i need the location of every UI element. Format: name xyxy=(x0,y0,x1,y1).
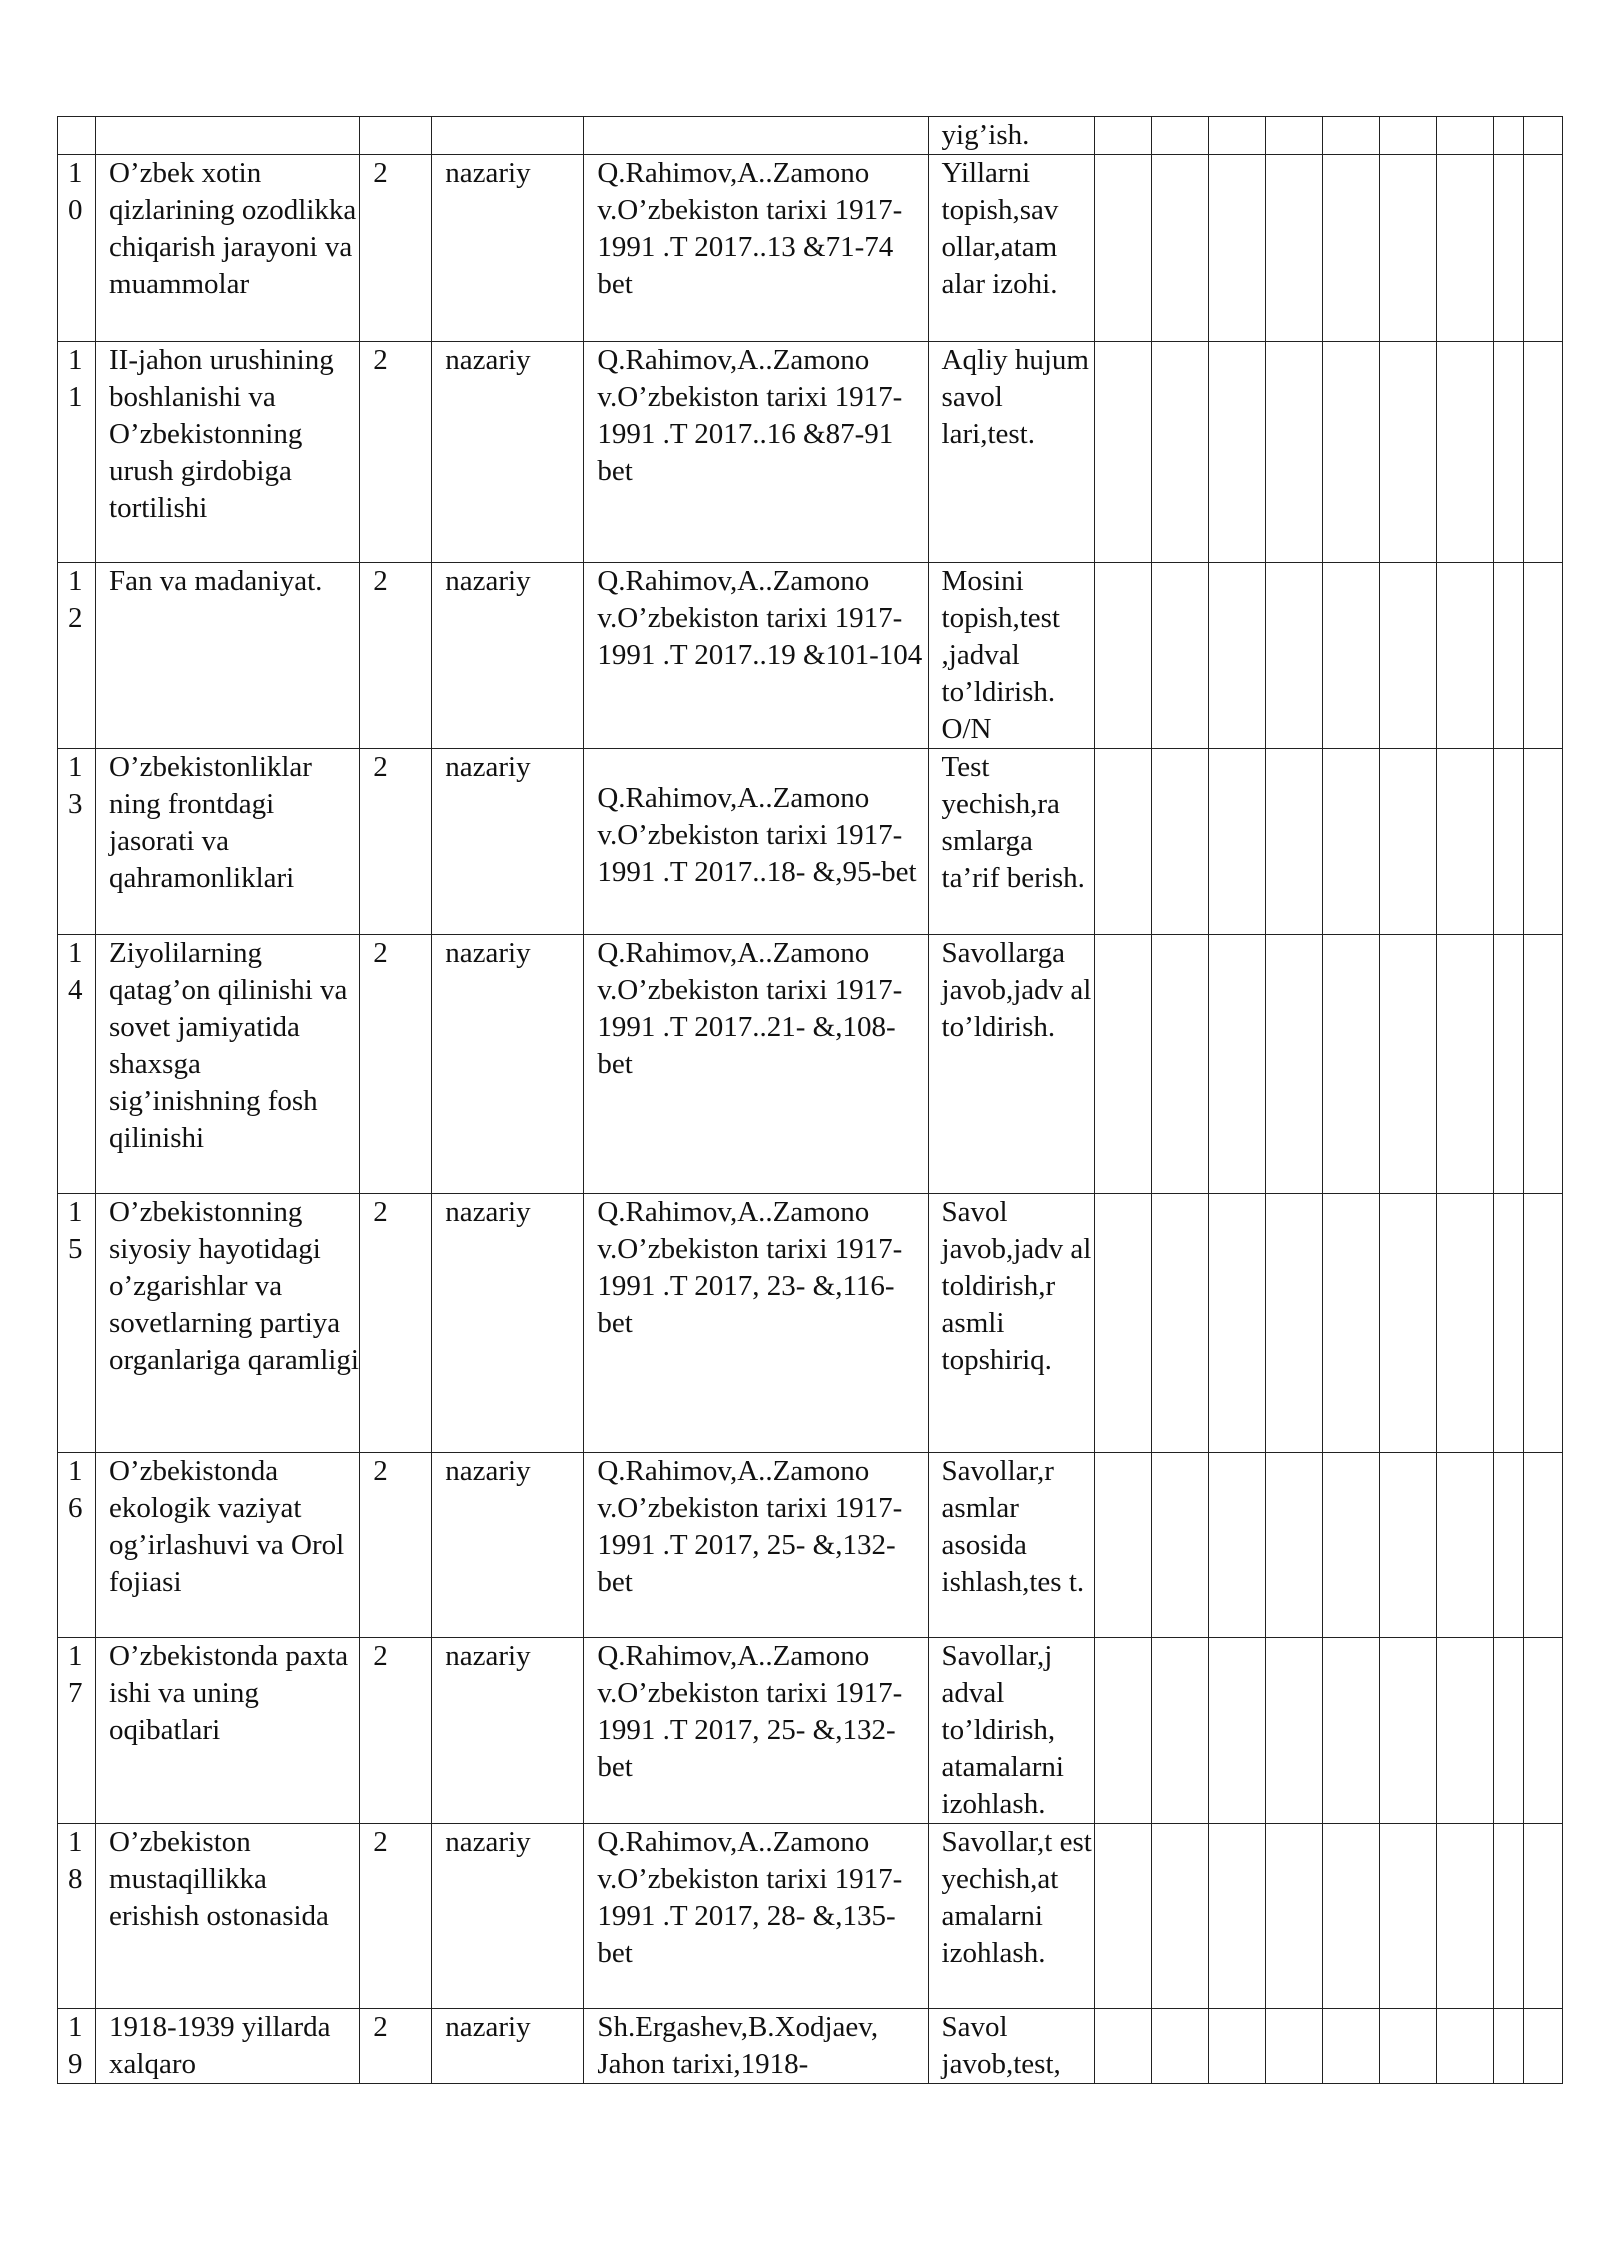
cell-num: 1 3 xyxy=(58,749,96,935)
empty-cell xyxy=(1436,342,1493,563)
cell-hours: 2 xyxy=(360,2009,432,2084)
empty-cell xyxy=(1493,1194,1523,1453)
empty-cell xyxy=(1265,563,1322,749)
empty-cell xyxy=(1379,2009,1436,2084)
empty-cell xyxy=(1265,117,1322,155)
empty-cell xyxy=(1436,935,1493,1194)
cell-hours: 2 xyxy=(360,935,432,1194)
empty-cell xyxy=(1379,1824,1436,2009)
empty-cell xyxy=(1379,155,1436,342)
empty-cell xyxy=(1379,563,1436,749)
cell-type: nazariy xyxy=(432,342,584,563)
empty-cell xyxy=(1322,749,1379,935)
empty-cell xyxy=(1208,2009,1265,2084)
cell-topic: II-jahon urushining boshlanishi va O’zbekistonning urush girdobiga tortilishi xyxy=(96,342,360,563)
empty-cell xyxy=(1151,1453,1208,1638)
empty-cell xyxy=(1493,2009,1523,2084)
cell-num: 1 2 xyxy=(58,563,96,749)
empty-cell xyxy=(1379,1453,1436,1638)
empty-cell xyxy=(1493,155,1523,342)
cell-type: nazariy xyxy=(432,1824,584,2009)
empty-cell xyxy=(1094,1638,1151,1824)
empty-cell xyxy=(1523,749,1562,935)
empty-cell xyxy=(1094,2009,1151,2084)
empty-cell xyxy=(1265,2009,1322,2084)
empty-cell xyxy=(1151,1824,1208,2009)
cell-assessment: Savollar,t est yechish,at amalarni izohlash. xyxy=(928,1824,1094,2009)
empty-cell xyxy=(1436,1453,1493,1638)
empty-cell xyxy=(1151,563,1208,749)
empty-cell xyxy=(1322,1453,1379,1638)
empty-cell xyxy=(1523,2009,1562,2084)
empty-cell xyxy=(1379,749,1436,935)
empty-cell xyxy=(1151,155,1208,342)
empty-cell xyxy=(1208,117,1265,155)
cell-hours: 2 xyxy=(360,749,432,935)
empty-cell xyxy=(1523,1638,1562,1824)
empty-cell xyxy=(1322,2009,1379,2084)
cell-source: Q.Rahimov,A..Zamono v.O’zbekiston tarixi 1917-1991 .T 2017, 28- &,135-bet xyxy=(584,1824,928,2009)
empty-cell xyxy=(1094,563,1151,749)
empty-cell xyxy=(1208,1194,1265,1453)
empty-cell xyxy=(1379,935,1436,1194)
cell-type xyxy=(432,117,584,155)
empty-cell xyxy=(1151,935,1208,1194)
empty-cell xyxy=(1322,117,1379,155)
empty-cell xyxy=(1322,563,1379,749)
cell-assessment: Savol javob,jadv al toldirish,r asmli topshiriq. xyxy=(928,1194,1094,1453)
cell-type: nazariy xyxy=(432,1638,584,1824)
cell-type: nazariy xyxy=(432,563,584,749)
table-row xyxy=(58,1194,1563,1453)
empty-cell xyxy=(1493,1638,1523,1824)
empty-cell xyxy=(1436,117,1493,155)
cell-num: 1 5 xyxy=(58,1194,96,1453)
empty-cell xyxy=(1523,563,1562,749)
empty-cell xyxy=(1379,1194,1436,1453)
cell-num: 1 6 xyxy=(58,1453,96,1638)
empty-cell xyxy=(1208,563,1265,749)
empty-cell xyxy=(1208,935,1265,1194)
empty-cell xyxy=(1436,749,1493,935)
cell-type: nazariy xyxy=(432,935,584,1194)
empty-cell xyxy=(1208,749,1265,935)
empty-cell xyxy=(1379,1638,1436,1824)
cell-topic: 1918-1939 yillarda xalqaro xyxy=(96,2009,360,2084)
cell-source: Q.Rahimov,A..Zamono v.O’zbekiston tarixi 1917-1991 .T 2017..18- &,95-bet xyxy=(584,749,928,935)
cell-num: 1 0 xyxy=(58,155,96,342)
cell-hours: 2 xyxy=(360,1194,432,1453)
empty-cell xyxy=(1094,935,1151,1194)
cell-assessment: Savollar,j adval to’ldirish, atamalarni izohlash. xyxy=(928,1638,1094,1824)
empty-cell xyxy=(1265,1453,1322,1638)
cell-num: 1 9 xyxy=(58,2009,96,2084)
empty-cell xyxy=(1436,1194,1493,1453)
empty-cell xyxy=(1523,1453,1562,1638)
empty-cell xyxy=(1436,155,1493,342)
cell-topic: Fan va madaniyat. xyxy=(96,563,360,749)
table-body xyxy=(58,117,1563,2084)
table-row xyxy=(58,1453,1563,1638)
cell-hours: 2 xyxy=(360,342,432,563)
empty-cell xyxy=(1322,155,1379,342)
cell-topic: O’zbekistonning siyosiy hayotidagi o’zgarishlar va sovetlarning partiya organlariga qaramligi xyxy=(96,1194,360,1453)
table-row xyxy=(58,1824,1563,2009)
empty-cell xyxy=(1265,935,1322,1194)
cell-type: nazariy xyxy=(432,749,584,935)
empty-cell xyxy=(1493,563,1523,749)
cell-type: nazariy xyxy=(432,1194,584,1453)
cell-assessment: Test yechish,ra smlarga ta’rif berish. xyxy=(928,749,1094,935)
empty-cell xyxy=(1265,1194,1322,1453)
empty-cell xyxy=(1151,1194,1208,1453)
cell-topic: Ziyolilarning qatag’on qilinishi va sovet jamiyatida shaxsga sig’inishning fosh qilinishi xyxy=(96,935,360,1194)
empty-cell xyxy=(1436,563,1493,749)
cell-source: Q.Rahimov,A..Zamono v.O’zbekiston tarixi 1917-1991 .T 2017, 25- &,132-bet xyxy=(584,1453,928,1638)
cell-topic: O’zbek xotin qizlarining ozodlikka chiqarish jarayoni va muammolar xyxy=(96,155,360,342)
empty-cell xyxy=(1493,117,1523,155)
empty-cell xyxy=(1322,1824,1379,2009)
empty-cell xyxy=(1094,1194,1151,1453)
lesson-plan-table xyxy=(57,116,1563,2084)
empty-cell xyxy=(1379,342,1436,563)
cell-type: nazariy xyxy=(432,2009,584,2084)
empty-cell xyxy=(1151,2009,1208,2084)
empty-cell xyxy=(1265,749,1322,935)
empty-cell xyxy=(1436,1638,1493,1824)
cell-type: nazariy xyxy=(432,155,584,342)
cell-assessment: Mosini topish,test ,jadval to’ldirish. O/N xyxy=(928,563,1094,749)
cell-source: Q.Rahimov,A..Zamono v.O’zbekiston tarixi 1917-1991 .T 2017..13 &71-74 bet xyxy=(584,155,928,342)
empty-cell xyxy=(1151,342,1208,563)
empty-cell xyxy=(1094,749,1151,935)
empty-cell xyxy=(1151,117,1208,155)
empty-cell xyxy=(1094,342,1151,563)
cell-assessment: Savol javob,test, xyxy=(928,2009,1094,2084)
empty-cell xyxy=(1322,342,1379,563)
cell-hours: 2 xyxy=(360,1824,432,2009)
cell-hours: 2 xyxy=(360,1453,432,1638)
empty-cell xyxy=(1208,342,1265,563)
table-row xyxy=(58,1638,1563,1824)
empty-cell xyxy=(1493,1453,1523,1638)
empty-cell xyxy=(1523,1194,1562,1453)
cell-type: nazariy xyxy=(432,1453,584,1638)
empty-cell xyxy=(1094,1453,1151,1638)
empty-cell xyxy=(1094,1824,1151,2009)
cell-source: Q.Rahimov,A..Zamono v.O’zbekiston tarixi 1917-1991 .T 2017..21- &,108-bet xyxy=(584,935,928,1194)
cell-topic: O’zbekistonliklar ning frontdagi jasorati va qahramonliklari xyxy=(96,749,360,935)
empty-cell xyxy=(1265,342,1322,563)
empty-cell xyxy=(1208,1824,1265,2009)
empty-cell xyxy=(1322,1194,1379,1453)
cell-hours: 2 xyxy=(360,155,432,342)
cell-num xyxy=(58,117,96,155)
cell-source: Q.Rahimov,A..Zamono v.O’zbekiston tarixi 1917-1991 .T 2017..19 &101-104 xyxy=(584,563,928,749)
empty-cell xyxy=(1523,155,1562,342)
cell-hours: 2 xyxy=(360,563,432,749)
table-row xyxy=(58,155,1563,342)
cell-assessment: Yillarni topish,sav ollar,atam alar izohi. xyxy=(928,155,1094,342)
empty-cell xyxy=(1493,1824,1523,2009)
cell-topic: O’zbekistonda ekologik vaziyat og’irlashuvi va Orol fojiasi xyxy=(96,1453,360,1638)
cell-num: 1 8 xyxy=(58,1824,96,2009)
cell-source: Q.Rahimov,A..Zamono v.O’zbekiston tarixi 1917-1991 .T 2017..16 &87-91 bet xyxy=(584,342,928,563)
cell-hours: 2 xyxy=(360,1638,432,1824)
empty-cell xyxy=(1265,1638,1322,1824)
cell-num: 1 7 xyxy=(58,1638,96,1824)
empty-cell xyxy=(1436,1824,1493,2009)
empty-cell xyxy=(1151,749,1208,935)
cell-assessment: yig’ish. xyxy=(928,117,1094,155)
cell-topic xyxy=(96,117,360,155)
table-row xyxy=(58,117,1563,155)
empty-cell xyxy=(1322,935,1379,1194)
empty-cell xyxy=(1436,2009,1493,2084)
empty-cell xyxy=(1208,155,1265,342)
empty-cell xyxy=(1265,1824,1322,2009)
empty-cell xyxy=(1523,935,1562,1194)
cell-topic: O’zbekiston mustaqillikka erishish ostonasida xyxy=(96,1824,360,2009)
empty-cell xyxy=(1493,749,1523,935)
cell-hours xyxy=(360,117,432,155)
table-row xyxy=(58,342,1563,563)
cell-source xyxy=(584,117,928,155)
empty-cell xyxy=(1523,1824,1562,2009)
cell-num: 1 4 xyxy=(58,935,96,1194)
cell-source: Sh.Ergashev,B.Xodjaev, Jahon tarixi,1918- xyxy=(584,2009,928,2084)
cell-assessment: Aqliy hujum savol lari,test. xyxy=(928,342,1094,563)
empty-cell xyxy=(1493,342,1523,563)
table-row xyxy=(58,935,1563,1194)
empty-cell xyxy=(1493,935,1523,1194)
empty-cell xyxy=(1379,117,1436,155)
table-row xyxy=(58,2009,1563,2084)
empty-cell xyxy=(1151,1638,1208,1824)
empty-cell xyxy=(1208,1638,1265,1824)
empty-cell xyxy=(1322,1638,1379,1824)
empty-cell xyxy=(1523,117,1562,155)
empty-cell xyxy=(1094,117,1151,155)
cell-topic: O’zbekistonda paxta ishi va uning oqibatlari xyxy=(96,1638,360,1824)
table-row xyxy=(58,563,1563,749)
cell-source: Q.Rahimov,A..Zamono v.O’zbekiston tarixi 1917-1991 .T 2017, 25- &,132-bet xyxy=(584,1638,928,1824)
cell-assessment: Savollar,r asmlar asosida ishlash,tes t. xyxy=(928,1453,1094,1638)
table-row xyxy=(58,749,1563,935)
empty-cell xyxy=(1265,155,1322,342)
cell-assessment: Savollarga javob,jadv al to’ldirish. xyxy=(928,935,1094,1194)
cell-source: Q.Rahimov,A..Zamono v.O’zbekiston tarixi 1917-1991 .T 2017, 23- &,116-bet xyxy=(584,1194,928,1453)
empty-cell xyxy=(1208,1453,1265,1638)
empty-cell xyxy=(1523,342,1562,563)
empty-cell xyxy=(1094,155,1151,342)
cell-num: 1 1 xyxy=(58,342,96,563)
